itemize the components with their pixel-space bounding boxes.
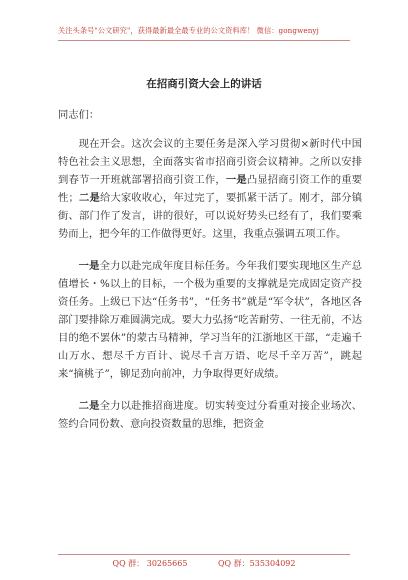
document-body: [58, 135, 362, 447]
footer-divider: [58, 554, 350, 555]
paragraph-text: 现在开会。这次会议的主要任务是深入学习贯彻×新时代中国特色社会主义思想，全面落实省市招商引资会议精神。之所以安排到春节一开班就部署招商引资工作，: [58, 138, 362, 186]
paragraph-text: 凸显招商引资工作的重要性；: [58, 174, 363, 204]
paragraph-1: [58, 135, 362, 243]
footer-qq-group-2: QQ 群：535304092: [218, 559, 296, 568]
emphasis-lead: 二是: [78, 192, 100, 204]
emphasis-lead: 一是: [78, 260, 100, 272]
paragraph-2: [58, 257, 362, 383]
header-divider: [58, 40, 350, 41]
paragraph-text: 给大家收收心，年过完了，要抓紧干活了。刚才，部分镇街、部门作了发言，讲的很好，可以说好势头已经有了，我们要乘势而上，把今年的工作做得更好。这里，我重点强调五项工作。: [58, 192, 363, 240]
paragraph-text: 全力以赴完成年度目标任务。今年我们要实现地区生产总值增长・%以上的目标，一个极为重要的支撑就是完成固定资产投资任务。上级已下达“任务书”，“任务书”就是“军令状”，各地区各部门要排除万难圆满完成。要大力弘扬“吃苦耐劳、一往无前，不达目的绝不罢休”的蒙古马精神，学习当年的江浙地区干部，“走遍千山万水、想尽千方百计、说尽千言万语、吃尽千辛万苦”，跳起来“摘桃子”，铆足劲向前冲，力争取得更好成绩。: [58, 260, 363, 380]
paragraph-text: 全力以赴推招商进度。切实转变过分看重对接企业场次、签约合同份数、意向投资数量的思维，把资金: [58, 400, 363, 430]
footer-qq-group-1: QQ 群： 30265665: [112, 559, 188, 568]
paragraph-3: [58, 397, 362, 433]
page-footer: [0, 558, 408, 569]
salutation: 同志们：: [58, 109, 100, 121]
emphasis-lead: 一是: [225, 174, 247, 186]
emphasis-lead: 二是: [78, 400, 100, 412]
document-title: 在招商引资大会上的讲话: [146, 78, 262, 90]
page-header-promo: 关注头条号"公文研究"，获得最新最全最专业的公文资料库！ 微信：gongwenyj: [58, 26, 319, 35]
